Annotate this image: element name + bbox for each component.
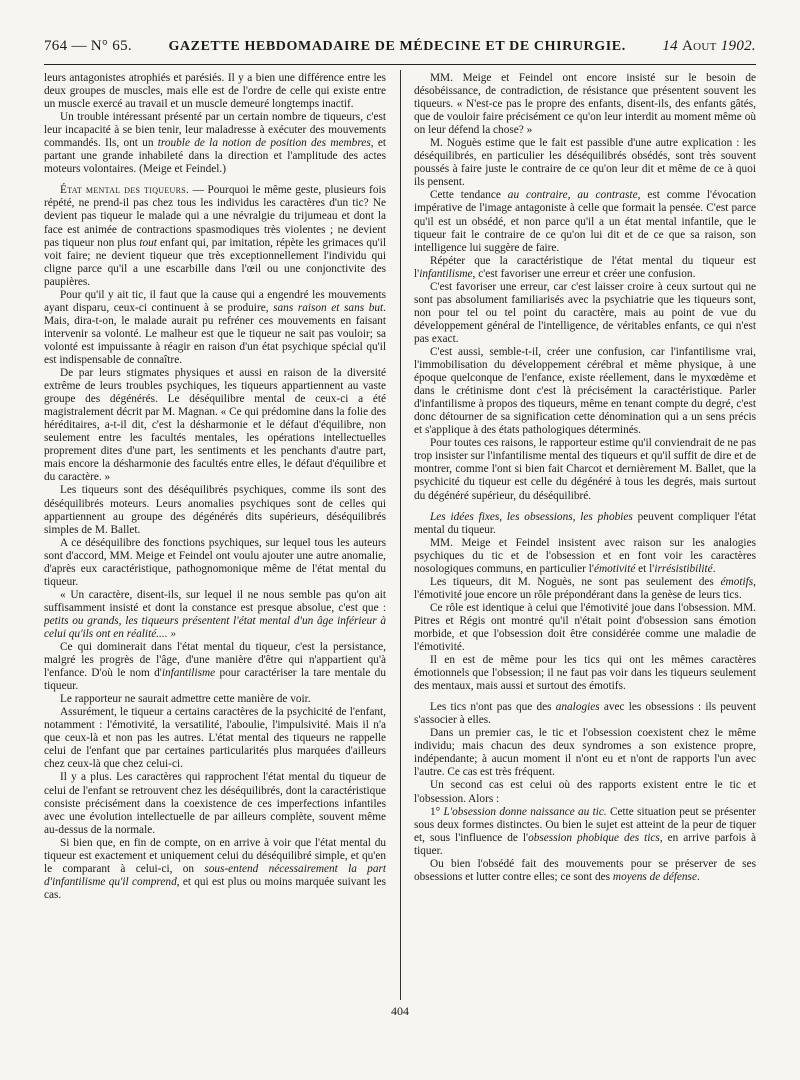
paragraph: Le rapporteur ne saurait admettre cette manière de voir.	[60, 693, 311, 706]
paragraph: Assurément, le tiqueur a certains caractères de la psychicité de l'enfant, notamment : l'émotivité, la versatilité, l'aboulie, l'impulsivité. Mais il n'a que ceux-là et non pas les autres. L'état mental des tiqueurs ne rappelle celui de l'enfant que par certaines particularités plus marquées d'ailleurs chez ceux-là que chez celui-ci.	[44, 706, 386, 771]
paragraph: C'est aussi, semble-t-il, créer une confusion, car l'infantilisme vrai, l'immobilisation du développement cérébral et même physique, à une époque quelconque de l'enfance, existe réellement, dans le myxœdème et dans le crétinisme dont c'est là précisément la caractéristique. Parler d'infantilisme à propos des tiqueurs, même en tenant compte du degré, c'est donc détourner de sa signification cette dénomination qui a un sens précis et s'applique à des états pathologiques déterminés.	[414, 345, 756, 437]
left-column	[44, 72, 386, 998]
folio: 404	[391, 1004, 409, 1018]
paragraph: C'est favoriser une erreur, car c'est laisser croire à ceux surtout qui ne sont pas absolument familiarisés avec la psychiatrie que les tiqueurs sont, non pour tel ou tel point du caractère, mais au point de vue du développement général de l'intelligence, de véritables enfants, ce qui n'est pas exact.	[414, 280, 756, 345]
paragraph: MM. Meige et Feindel insistent avec raison sur les analogies psychiques du tic et de l'obsession et en font voir les caractères nosologiques communs, en particulier l'émotivité et l'irrésistibilité.	[414, 536, 756, 575]
paragraph: A ce déséquilibre des fonctions psychiques, sur lequel tous les auteurs sont d'accord, MM. Meige et Feindel ont voulu ajouter une autre anomalie, d'après eux caractéristique, pathognomonique même de l'état mental du tiqueur.	[44, 536, 386, 588]
paragraph: Pour toutes ces raisons, le rapporteur estime qu'il conviendrait de ne pas trop insister sur l'infantilisme mental des tiqueurs et qu'il suffit de dire et de montrer, comme l'ont si bien fait Charcot et dernièrement M. Ballet, que la psychicité du tiqueur est celle du dégénéré à tous les degrés, mais surtout du dégénéré supérieur, du déséquilibré.	[414, 437, 756, 502]
paragraph: Si bien que, en fin de compte, on en arrive à voir que l'état mental du tiqueur est exactement et uniquement celui du déséquilibré simple, et qu'en le comparant à celui-ci, on sous-entend nécessairement la part d'infantilisme qu'il comprend, et qui est plus ou moins marquée suivant les cas.	[44, 836, 386, 901]
paragraph: Un second cas est celui où des rapports existent entre le tic et l'obsession. Alors :	[414, 779, 756, 805]
section-paragraph: État mental des tiqueurs. — Pourquoi le même geste, plusieurs fois répété, ne prend-il pas chez tous les individus les caractères d'un tic? Ne devient pas tiqueur le malade qui a une névralgie du trijumeau et dont la face est animée de contractions spasmodiques très violentes ; ne devient pas tiqueur non plus tout enfant qui, par imitation, répète les grimaces qu'il voit faire; ne devient tiqueur que très exceptionnellement l'individu qui cligne parce qu'il a une escarbille dans l'œil ou une conjonctivite des paupières.	[44, 184, 386, 288]
paragraph: Ce qui dominerait dans l'état mental du tiqueur, c'est la persistance, malgré les progrès de l'âge, d'une manière d'être qui n'appartient qu'à l'enfance. D'où le nom d'infantilisme pour caractériser la tare mentale du tiqueur.	[44, 641, 386, 693]
paragraph: Les idées fixes, les obsessions, les phobies peuvent compliquer l'état mental du tiqueur.	[414, 510, 756, 536]
paragraph: leurs antagonistes atrophiés et parésiés. Il y a bien une différence entre les deux groupes de muscles, mais elle est de l'ordre de celle qui existe entre un muscle exercé au travail et un muscle demeuré longtemps inactif.	[44, 72, 386, 111]
right-column	[414, 72, 756, 998]
running-header	[44, 38, 756, 62]
paragraph: Cette tendance au contraire, au contraste, est comme l'évocation impérative de l'image antagoniste à celle que formait la pensée. C'est parce qu'il est un obsédé, et non parce qu'il a un état mental infantile, que le tiqueur fait le contraire de ce qu'on lui dit et de ce que sa raison, son intelligence lui suggère de faire.	[414, 189, 756, 254]
journal-title: GAZETTE HEBDOMADAIRE DE MÉDECINE ET DE CHIRURGIE.	[168, 39, 626, 54]
quotation: « Un caractère, disent-ils, sur lequel il ne nous semble pas qu'on ait suffisamment insisté et dont la constance est presque absolue, c'est que : petits ou grands, les tiqueurs présentent l'état mental d'un âge inférieur à celui qu'ils ont en réalité.... »	[44, 588, 386, 640]
paragraph: Les tiqueurs sont des déséquilibrés psychiques, comme ils sont des déséquilibrés moteurs. Leurs anomalies psychiques sont de celles qui appartiennent au groupe des dégénérés dits supérieurs, déséquilibrés simples de M. Ballet.	[44, 484, 386, 536]
paragraph: Les tics n'ont pas que des analogies avec les obsessions : ils peuvent s'associer à elles.	[414, 701, 756, 727]
paragraph: Ce rôle est identique à celui que l'émotivité joue dans l'obsession. MM. Pitres et Régis ont montré qu'il n'était point d'obsession sans émotion morbide, et que l'obsession doit être considérée comme une maladie de l'émotivité.	[414, 601, 756, 654]
paragraph: Il y a plus. Les caractères qui rapprochent l'état mental du tiqueur de celui de l'enfant se retrouvent chez les déséquilibrés, dont la caractéristique consiste précisément dans la coexistence de ces imperfections infantiles avec une évolution intellectuelle de par ailleurs complète, souvent même au-dessus de la normale.	[44, 771, 386, 836]
paragraph: Ou bien l'obsédé fait des mouvements pour se préserver de ses obsessions et lutter contre elles; ce sont des moyens de défense.	[414, 857, 756, 883]
paragraph: De par leurs stigmates physiques et aussi en raison de la diversité extrême de leurs troubles psychiques, les tiqueurs appartiennent au vaste groupe des dégénérés. Le déséquilibre mental de ceux-ci a été magistralement décrit par M. Magnan. « Ce qui prédomine dans la folie des héréditaires, a-t-il dit, c'est la désharmonie et le défaut d'équilibre, non seulement entre les facultés mentales, les opérations intellectuelles proprement dites d'une part, les sentiments et les penchants d'autre part, mais encore la désharmonie des facultés entre elles, le défaut d'équilibre et du caractère. »	[44, 367, 386, 484]
header-rule	[44, 64, 756, 65]
column-divider	[400, 70, 401, 1000]
paragraph: Il en est de même pour les tics qui ont les mêmes caractères émotionnels que l'obsession; il ne faut pas voir dans les tiqueurs seulement des mentaux, mais aussi et surtout des émotifs.	[414, 654, 756, 693]
issue-date: 14 Aout 1902.	[662, 38, 756, 54]
paragraph: Dans un premier cas, le tic et l'obsession coexistent chez le même individu; mais chacun des deux syndromes a son existence propre, indépendante; à aucun moment il n'ont eu et n'ont de rapports l'un avec l'autre. Ce cas est très fréquent.	[414, 727, 756, 779]
paragraph: Pour qu'il y ait tic, il faut que la cause qui a engendré les mouvements ayant disparu, ceux-ci continuent à se produire, sans raison et sans but. Mais, dira-t-on, le malade aurait pu refréner ces mouvements en faisant intervenir sa volonté. Le malheur est que le tiqueur ne sait pas vouloir; sa volonté est impuissante à réagir en raison d'un état psychique spécial qu'il est indispensable de connaître.	[44, 288, 386, 366]
paragraph: 1° L'obsession donne naissance au tic. Cette situation peut se présenter sous deux formes distinctes. Ou bien le sujet est atteint de la peur de tiquer et, sous l'influence de l'obsession phobique des tics, en arrive parfois à tiquer.	[414, 805, 756, 857]
paragraph: M. Noguès estime que le fait est passible d'une autre explication : les déséquilibrés, en particulier les déséquilibrés obsédés, sont très souvent poussés à faire juste le contraire de ce qu'on leur dit et même de ce à quoi ils pensent.	[414, 137, 756, 189]
paragraph: Les tiqueurs, dit M. Noguès, ne sont pas seulement des émotifs, l'émotivité joue encore un rôle prépondérant dans la genèse de leurs tics.	[414, 575, 756, 601]
paragraph: Répéter que la caractéristique de l'état mental du tiqueur est l'infantilisme, c'est favoriser une erreur et créer une confusion.	[414, 254, 756, 280]
section-heading: État mental des tiqueurs.	[60, 184, 190, 197]
paragraph: MM. Meige et Feindel ont encore insisté sur le besoin de désobéissance, de contradiction, de résistance que présentent souvent les tiqueurs. « N'est-ce pas le propre des enfants, disent-ils, des enfants gâtés, que de vouloir faire précisément ce qu'on leur interdit au moment même où on leur défend la chose? »	[414, 72, 756, 137]
paragraph: Un trouble intéressant présenté par un certain nombre de tiqueurs, c'est leur incapacité à se bien tenir, leur maladresse à exécuter des mouvements commandés. Ils, ont un trouble de la notion de position des membres, et partant une grande inhabileté dans la direction et l'amplitude des actes moteurs volontaires. (Meige et Feindel.)	[44, 111, 386, 176]
page-number-header: 764 — N° 65.	[44, 38, 132, 54]
